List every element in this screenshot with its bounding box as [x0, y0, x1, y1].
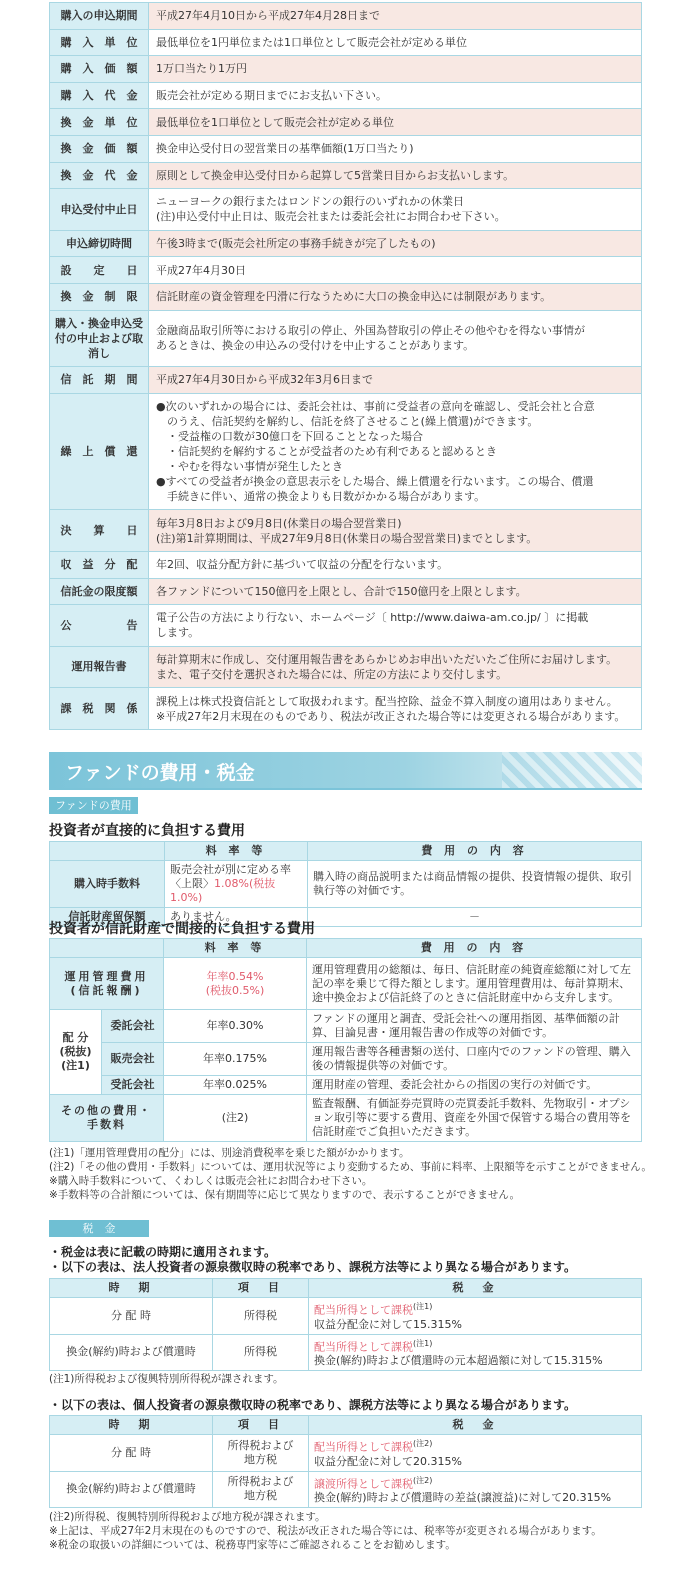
tax-item	[213, 1471, 309, 1508]
terms-row	[50, 56, 642, 83]
terms-value-line: 課税上は株式投資信託として取扱われます。配当控除、益金不算入制度の適用はありません。	[156, 694, 618, 708]
purchase-fee-rate	[165, 861, 308, 908]
terms-label: 申込締切時間	[50, 230, 149, 257]
alloc-party: 販売会社	[102, 1043, 164, 1076]
terms-label: 収 益 分 配	[50, 551, 149, 578]
terms-value-line: 最低単位を1口単位として販売会社が定める単位	[156, 115, 394, 129]
terms-value-line: ※平成27年2月末現在のものであり、税法が改正された場合等には変更される場合があります。	[156, 709, 626, 723]
purchase-fee-cap-label: 〈上限〉	[170, 877, 214, 890]
terms-value	[149, 56, 642, 83]
indirect-col-blank	[50, 939, 164, 958]
terms-row	[50, 646, 642, 688]
terms-value-line: ・受益権の口数が30億口を下回ることとなった場合	[156, 430, 423, 444]
terms-value	[149, 310, 642, 367]
terms-row	[50, 310, 642, 367]
terms-value-line: ●すべての受益者が換金の意思表示をした場合、繰上償還を行ないます。この場合、償還	[156, 475, 594, 489]
terms-value-line: 1万口当たり1万円	[156, 62, 247, 76]
tax-col-item: 項 目	[213, 1279, 309, 1298]
indirect-col-rate: 料 率 等	[164, 939, 307, 958]
individual-tax-notes	[49, 1510, 659, 1552]
alloc-content: 運用報告書等各種書類の送付、口座内でのファンドの管理、購入後の情報提供等の対価です。	[307, 1043, 642, 1076]
terms-label: 換 金 代 金	[50, 162, 149, 189]
alloc-rate: 年率0.175%	[164, 1043, 307, 1076]
terms-value	[149, 162, 642, 189]
terms-value	[149, 3, 642, 30]
terms-value	[149, 283, 642, 310]
alloc-content: ファンドの運用と調査、受託会社への運用指図、基準価額の計算、目論見書・運用報告書の作成等の対価です。	[307, 1010, 642, 1043]
terms-label: 信託金の限度額	[50, 578, 149, 605]
section-banner	[49, 752, 642, 788]
mgmt-fee-rate-line2: (税抜0.5%)	[205, 983, 265, 997]
terms-row	[50, 688, 642, 730]
terms-row	[50, 257, 642, 284]
alloc-party: 受託会社	[102, 1076, 164, 1095]
terms-value-line: 平成27年4月30日から平成32年3月6日まで	[156, 373, 373, 387]
terms-label: 換 金 制 限	[50, 283, 149, 310]
indirect-col-content: 費 用 の 内 容	[307, 939, 642, 958]
terms-value-line: 金融商品取引所等における取引の停止、外国為替取引の停止その他やむを得ない事情が	[156, 324, 585, 338]
terms-row	[50, 510, 642, 552]
tax-kind-line	[314, 1300, 636, 1318]
tax-item: 所得税	[213, 1334, 309, 1371]
terms-row	[50, 230, 642, 257]
terms-value-line: します。	[156, 626, 200, 640]
terms-value-line: (注)第1計算期間は、平成27年9月8日(休業日の場合翌営業日)までとします。	[156, 531, 538, 545]
corporate-tax-table	[49, 1278, 642, 1371]
tax-section-tag: 税 金	[49, 1220, 149, 1237]
tax-period: 分 配 時	[50, 1435, 213, 1472]
terms-label: 申込受付中止日	[50, 189, 149, 231]
section-title: ファンドの費用・税金	[65, 762, 255, 784]
mgmt-fee-label: 運用管理費用 (信託報酬)	[50, 958, 164, 1010]
other-fee-content: 監査報酬、有価証券売買時の売買委託手数料、先物取引・オプション取引等に要する費用、資産を外国で保管する場合の費用等を信託財産でご負担いただきます。	[307, 1095, 642, 1142]
fee-section-tag: ファンドの費用	[49, 797, 138, 814]
terms-row	[50, 605, 642, 647]
tax-item-line2: 地方税	[244, 1452, 277, 1466]
tax-note: ※上記は、平成27年2月末現在のものですので、税法が改正された場合等には、税率等が変更される場合があります。	[49, 1525, 602, 1537]
terms-row	[50, 135, 642, 162]
terms-value-line: 原則として換金申込受付日から起算して5営業日目からお支払いします。	[156, 168, 515, 182]
terms-label: 購入・換金申込受付の中止および取消し	[50, 310, 149, 367]
tax-note-ref: (注2)	[413, 1439, 433, 1448]
terms-value-line: 年2回、収益分配方針に基づいて収益の分配を行ないます。	[156, 558, 449, 572]
terms-row	[50, 29, 642, 56]
terms-label: 換 金 価 額	[50, 135, 149, 162]
tax-col-tax: 税 金	[309, 1416, 642, 1435]
terms-value-line: 最低単位を1円単位または1口単位として販売会社が定める単位	[156, 35, 467, 49]
terms-row	[50, 109, 642, 136]
terms-label: 決 算 日	[50, 510, 149, 552]
terms-value	[149, 646, 642, 688]
tax-note: ※税金の取扱いの詳細については、税務専門家等にご確認されることをお勧めします。	[49, 1539, 456, 1551]
terms-label: 信 託 期 間	[50, 367, 149, 394]
purchase-fee-rate-line2	[170, 877, 302, 905]
terms-value-line: あるときは、換金の申込みの受付けを中止することがあります。	[156, 339, 475, 353]
terms-value	[149, 135, 642, 162]
fee-note: ※購入時手数料について、くわしくは販売会社にお問合わせ下さい。	[49, 1175, 373, 1187]
tax-item: 所得税	[213, 1298, 309, 1335]
purchase-fee-rate-line1: 販売会社が別に定める率	[170, 863, 291, 876]
terms-value	[149, 29, 642, 56]
tax-col-period: 時 期	[50, 1416, 213, 1435]
terms-value	[149, 257, 642, 284]
mgmt-fee-content: 運用管理費用の総額は、毎日、信託財産の純資産総額に対して左記の率を乗じて得た額とします。運用管理費用は、毎計算期末、途中換金および信託終了のときに信託財産中から支弁します。	[307, 958, 642, 1010]
banner-decoration	[502, 752, 642, 788]
purchase-fee-content: 購入時の商品説明または商品情報の提供、投資情報の提供、取引執行等の対価です。	[308, 861, 642, 908]
tax-kind: 配当所得として課税	[314, 1303, 413, 1317]
terms-value-line: (注)申込受付中止日は、販売会社または委託会社にお問合わせ下さい。	[156, 210, 506, 224]
terms-row	[50, 393, 642, 510]
tax-period: 換金(解約)時および償還時	[50, 1471, 213, 1508]
individual-tax-bullet: ・以下の表は、個人投資者の源泉徴収時の税率であり、課税方法等により異なる場合があります。	[49, 1398, 577, 1412]
tax-note: (注2)所得税、復興特別所得税および地方税が課されます。	[49, 1511, 326, 1523]
tax-detail: 換金(解約)時および償還時の差益(譲渡益)に対して20.315%	[314, 1491, 612, 1505]
terms-value-line: 毎年3月8日および9月8日(休業日の場合翌営業日)	[156, 516, 402, 530]
mgmt-fee-rate	[164, 958, 307, 1010]
terms-row	[50, 283, 642, 310]
terms-value	[149, 230, 642, 257]
tax-bullet: ・税金は表に記載の時期に適用されます。	[49, 1245, 277, 1259]
tax-item-line1: 所得税および	[227, 1475, 294, 1489]
retention-label: 信託財産留保額	[50, 908, 165, 927]
tax-kind: 譲渡所得として課税	[314, 1477, 413, 1491]
terms-value-line: のうえ、信託契約を解約し、信託を終了させること(繰上償還)ができます。	[156, 415, 539, 429]
terms-value	[149, 605, 642, 647]
direct-col-content: 費 用 の 内 容	[308, 842, 642, 861]
terms-row	[50, 3, 642, 30]
other-fee-rate: (注2)	[164, 1095, 307, 1142]
tax-bullet: ・以下の表は、法人投資者の源泉徴収時の税率であり、課税方法等により異なる場合があります。	[49, 1260, 577, 1274]
tax-detail-cell	[309, 1334, 642, 1371]
terms-value-line: ・やむを得ない事情が発生したとき	[156, 460, 343, 474]
terms-value-line: ・信託契約を解約することが受益者のため有利であると認めるとき	[156, 445, 497, 459]
terms-label: 換 金 単 位	[50, 109, 149, 136]
tax-bullets	[49, 1245, 649, 1275]
tax-period: 分 配 時	[50, 1298, 213, 1335]
corporate-tax-note: (注1)所得税および復興特別所得税が課されます。	[49, 1373, 284, 1385]
tax-item	[213, 1435, 309, 1472]
terms-label: 購入の申込期間	[50, 3, 149, 30]
tax-note-ref: (注2)	[413, 1475, 433, 1485]
tax-detail-cell	[309, 1298, 642, 1335]
tax-col-item: 項 目	[213, 1416, 309, 1435]
other-fee-label: その他の費用・ 手数料	[50, 1095, 164, 1142]
terms-value-line: また、電子交付を選択された場合には、所定の方法により交付します。	[156, 667, 508, 681]
fee-note: ※手数料等の合計額については、保有期間等に応じて異なりますので、表示することができません。	[49, 1189, 521, 1201]
tax-kind: 配当所得として課税	[314, 1340, 413, 1354]
terms-value-line: 毎計算期末に作成し、交付運用報告書をあらかじめお申出いただいたご住所にお届けします。	[156, 652, 618, 666]
allocation-label: 配 分 (税抜) (注1)	[50, 1010, 102, 1095]
tax-col-tax: 税 金	[309, 1279, 642, 1298]
alloc-content: 運用財産の管理、委託会社からの指図の実行の対価です。	[307, 1076, 642, 1095]
terms-value	[149, 510, 642, 552]
tax-note-ref: (注1)	[413, 1338, 433, 1348]
alloc-rate: 年率0.025%	[164, 1076, 307, 1095]
terms-value	[149, 551, 642, 578]
terms-row	[50, 162, 642, 189]
tax-kind-line	[314, 1337, 636, 1355]
direct-fee-table	[49, 841, 642, 927]
terms-value	[149, 393, 642, 510]
terms-value-line: ●次のいずれかの場合には、委託会社は、事前に受益者の意向を確認し、受託会社と合意	[156, 400, 595, 414]
indirect-fee-heading: 投資者が信託財産で間接的に負担する費用	[49, 921, 315, 937]
terms-value	[149, 367, 642, 394]
terms-value-line: 手続きに伴い、通常の換金よりも日数がかかる場合があります。	[156, 490, 486, 504]
tax-kind-line	[314, 1474, 636, 1492]
terms-value-line: 午後3時まで(販売会社所定の事務手続きが完了したもの)	[156, 237, 436, 251]
retention-rate: ありません。	[165, 908, 308, 927]
fee-notes	[49, 1146, 659, 1202]
purchase-fee-cap-value: 1.08%(税抜1.0%)	[170, 877, 276, 904]
alloc-party: 委託会社	[102, 1010, 164, 1043]
banner-underline	[49, 788, 642, 790]
terms-label: 購 入 価 額	[50, 56, 149, 83]
tax-kind-line	[314, 1437, 636, 1455]
direct-fee-heading: 投資者が直接的に負担する費用	[49, 823, 245, 839]
alloc-rate: 年率0.30%	[164, 1010, 307, 1043]
terms-value	[149, 189, 642, 231]
tax-detail: 収益分配金に対して20.315%	[314, 1454, 462, 1468]
terms-label: 課 税 関 係	[50, 688, 149, 730]
direct-col-rate: 料 率 等	[165, 842, 308, 861]
tax-kind: 配当所得として課税	[314, 1440, 413, 1454]
terms-row	[50, 578, 642, 605]
terms-row	[50, 367, 642, 394]
terms-label: 公 告	[50, 605, 149, 647]
terms-value-line: 信託財産の資金管理を円滑に行なうために大口の換金申込には制限があります。	[156, 290, 552, 304]
tax-detail: 収益分配金に対して15.315%	[314, 1317, 462, 1331]
indirect-fee-table	[49, 938, 642, 1142]
terms-value-line: 換金申込受付日の翌営業日の基準価額(1万口当たり)	[156, 142, 414, 156]
terms-value-line: 平成27年4月10日から平成27年4月28日まで	[156, 9, 380, 23]
terms-label: 購 入 単 位	[50, 29, 149, 56]
terms-value	[149, 578, 642, 605]
terms-row	[50, 551, 642, 578]
retention-content: －	[308, 908, 642, 927]
terms-value	[149, 688, 642, 730]
purchase-fee-label: 購入時手数料	[50, 861, 165, 908]
fund-terms-table	[49, 2, 642, 730]
terms-value	[149, 109, 642, 136]
terms-row	[50, 82, 642, 109]
terms-value-line: ニューヨークの銀行またはロンドンの銀行のいずれかの休業日	[156, 195, 464, 209]
tax-note-ref: (注1)	[413, 1302, 433, 1311]
terms-value-line: 各ファンドについて150億円を上限とし、合計で150億円を上限とします。	[156, 584, 527, 598]
terms-value-line: 電子公告の方法により行ない、ホームページ〔 http://www.daiwa-am.co.jp/ 〕に掲載	[156, 611, 589, 625]
tax-detail: 換金(解約)時および償還時の元本超過額に対して15.315%	[314, 1354, 603, 1368]
fee-note: (注1)「運用管理費用の配分」には、別途消費税率を乗じた額がかかります。	[49, 1147, 410, 1159]
terms-label: 購 入 代 金	[50, 82, 149, 109]
mgmt-fee-rate-line1: 年率0.54%	[206, 969, 264, 983]
individual-tax-table	[49, 1415, 642, 1508]
terms-value-line: 平成27年4月30日	[156, 263, 246, 277]
terms-value	[149, 82, 642, 109]
tax-period: 換金(解約)時および償還時	[50, 1334, 213, 1371]
fee-note: (注2)「その他の費用・手数料」については、運用状況等により変動するため、事前に料率、上限額等を示すことができません。	[49, 1161, 652, 1173]
terms-label: 繰 上 償 還	[50, 393, 149, 510]
tax-detail-cell	[309, 1435, 642, 1472]
tax-item-line1: 所得税および	[227, 1438, 294, 1452]
terms-label: 運用報告書	[50, 646, 149, 688]
terms-value-line: 販売会社が定める期日までにお支払い下さい。	[156, 89, 387, 103]
tax-item-line2: 地方税	[244, 1489, 277, 1503]
tax-detail-cell	[309, 1471, 642, 1508]
terms-row	[50, 189, 642, 231]
terms-label: 設 定 日	[50, 257, 149, 284]
tax-col-period: 時 期	[50, 1279, 213, 1298]
direct-col-blank	[50, 842, 165, 861]
